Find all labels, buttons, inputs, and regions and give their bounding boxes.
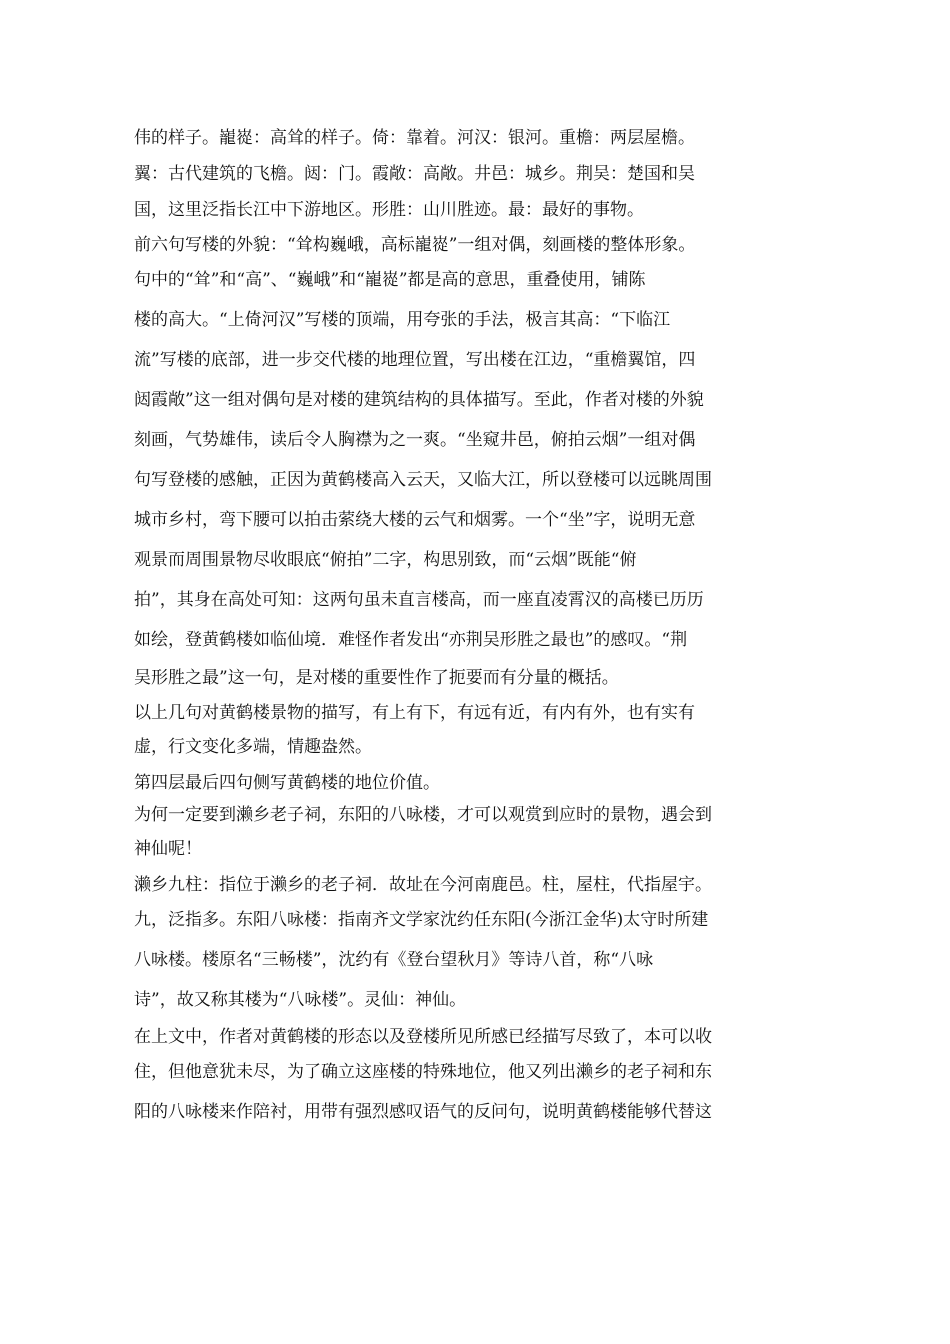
text-line: 城市乡村，弯下腰可以拍击萦绕大楼的云气和烟雾。一个“坐”字，说明无意 [134,510,696,530]
text-line: 国，这里泛指长江中下游地区。形胜：山川胜迹。最：最好的事物。 [134,200,644,220]
paragraph-question [134,800,834,868]
text-line: 住，但他意犹未尽，为了确立这座楼的特殊地位，他又列出濑乡的老子祠和东 [134,1062,712,1082]
text-line: 神仙呢！ [134,839,202,859]
text-line: 诗”，故又称其楼为“八咏楼”。灵仙：神仙。 [134,990,467,1010]
paragraph-fourth-layer [134,768,834,798]
text-line: 刻画，气势雄伟，读后令人胸襟为之一爽。“坐窥井邑，俯拍云烟”一组对偶 [134,430,696,450]
text-line: 句写登楼的感触，正因为黄鹤楼高入云天，又临大江，所以登楼可以远眺周围 [134,470,712,490]
paragraph-glossary-1 [134,120,834,228]
text-line: 九，泛指多。东阳八咏楼：指南齐文学家沈约任东阳(今浙江金华)太守时所建 [134,910,709,930]
paragraph-summary [134,698,834,766]
text-line: 虚，行文变化多端，情趣盎然。 [134,737,372,757]
text-line: 翼：古代建筑的飞檐。闼：门。霞敞：高敞。井邑：城乡。荆吴：楚国和吴 [134,164,695,184]
text-line: 伟的样子。巃嵸：高耸的样子。倚：靠着。河汉：银河。重檐：两层屋檐。 [134,128,695,148]
text-line: 如绘，登黄鹤楼如临仙境．难怪作者发出“亦荆吴形胜之最也”的感叹。“荆 [134,630,688,650]
text-line: 前六句写楼的外貌：“耸构巍峨，高标巃嵸”一组对偶，刻画楼的整体形象。 [134,235,696,255]
text-line: 句中的“耸”和“高”、“巍峨”和“巃嵸”都是高的意思，重叠使用，铺陈 [134,270,646,290]
text-line: 闼霞敞”这一组对偶句是对楼的建筑结构的具体描写。至此，作者对楼的外貌 [134,390,704,410]
document-body [134,120,834,1132]
text-line: 楼的高大。“上倚河汉”写楼的顶端，用夸张的手法，极言其高：“下临江 [134,310,671,330]
text-line: 在上文中，作者对黄鹤楼的形态以及登楼所见所感已经描写尽致了，本可以收 [134,1027,712,1047]
text-line: 濑乡九柱：指位于濑乡的老子祠．故址在今河南鹿邑。柱，屋柱，代指屋宇。 [134,875,712,895]
paragraph-analysis-status [134,1022,834,1132]
text-line: 第四层最后四句侧写黄鹤楼的地位价值。 [134,773,440,793]
paragraph-glossary-2 [134,870,834,1020]
paragraph-analysis-appearance [134,230,834,696]
text-line: 流”写楼的底部，进一步交代楼的地理位置，写出楼在江边，“重檐翼馆，四 [134,350,696,370]
text-line: 八咏楼。楼原名“三畅楼”，沈约有《登台望秋月》等诗八首，称“八咏 [134,950,654,970]
text-line: 以上几句对黄鹤楼景物的描写，有上有下，有远有近，有内有外，也有实有 [134,703,695,723]
text-line: 观景而周围景物尽收眼底“俯拍”二字，构思别致，而“云烟”既能“俯 [134,550,637,570]
text-line: 阳的八咏楼来作陪衬，用带有强烈感叹语气的反问句，说明黄鹤楼能够代替这 [134,1102,712,1122]
text-line: 拍”，其身在高处可知：这两句虽未直言楼高，而一座直凌霄汉的高楼已历历 [134,590,704,610]
text-line: 吴形胜之最”这一句，是对楼的重要性作了扼要而有分量的概括。 [134,668,619,688]
text-line: 为何一定要到濑乡老子祠，东阳的八咏楼，才可以观赏到应时的景物，遇会到 [134,805,712,825]
